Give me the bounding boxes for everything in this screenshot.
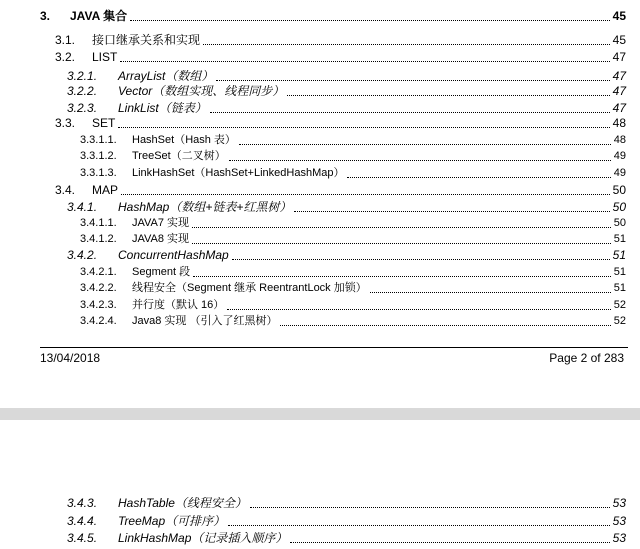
- toc-entry-page: 51: [613, 282, 626, 294]
- toc-entry-page: 51: [613, 233, 626, 245]
- toc-entry-title: ArrayList（数组）: [118, 69, 214, 83]
- page-separator: [0, 408, 640, 420]
- toc-entry-number: 3.1.: [55, 33, 76, 47]
- toc-entry-number: 3.2.1.: [67, 69, 98, 83]
- toc-entry-number: 3.4.3.: [67, 496, 98, 510]
- toc-entry-number: 3.3.1.1.: [80, 134, 117, 146]
- toc-entry-number: 3.2.: [55, 50, 76, 64]
- toc-entry[interactable]: [0, 529, 640, 547]
- toc-entry[interactable]: [0, 82, 640, 100]
- toc-leader-dots: [227, 296, 611, 310]
- toc-entry-title: TreeMap（可排序）: [118, 514, 226, 528]
- toc-entry-number: 3.4.1.: [67, 200, 98, 214]
- toc-leader-dots: [347, 164, 611, 178]
- toc-entry-number: 3.4.1.2.: [80, 233, 117, 245]
- toc-entry[interactable]: [0, 279, 640, 297]
- toc-entry-page: 53: [612, 496, 626, 510]
- footer-page-number: Page 2 of 283: [549, 351, 624, 365]
- toc-entry-number: 3.4.: [55, 183, 76, 197]
- toc-entry-title: 线程安全（Segment 继承 ReentrantLock 加锁）: [132, 282, 367, 294]
- toc-entry-page: 49: [613, 167, 626, 179]
- toc-leader-dots: [192, 230, 611, 244]
- toc-leader-dots: [120, 48, 610, 62]
- toc-entry-number: 3.2.3.: [67, 101, 98, 115]
- toc-entry-page: 45: [612, 33, 626, 47]
- toc-entry-number: 3.4.1.1.: [80, 217, 117, 229]
- toc-entry-page: 48: [612, 116, 626, 130]
- toc-entry[interactable]: [0, 512, 640, 530]
- toc-entry-title: 接口继承关系和实现: [92, 33, 201, 47]
- toc-entry-title: Java8 实现 （引入了红黑树）: [132, 315, 278, 327]
- toc-entry-title: LinkList（链表）: [118, 101, 207, 115]
- toc-entry-title: LinkHashSet（HashSet+LinkedHashMap）: [132, 167, 345, 179]
- toc-entry-page: 48: [613, 134, 626, 146]
- toc-leader-dots: [229, 147, 611, 161]
- toc-entry-title: HashMap（数组+链表+红黑树）: [118, 200, 292, 214]
- toc-leader-dots: [232, 246, 610, 260]
- toc-entry-title: Segment 段: [132, 266, 191, 278]
- toc-entry[interactable]: [0, 48, 640, 66]
- toc-leader-dots: [370, 279, 611, 293]
- toc-entry-page: 49: [613, 150, 626, 162]
- toc-leader-dots: [118, 114, 610, 128]
- toc-leader-dots: [294, 198, 610, 212]
- toc-entry[interactable]: [0, 114, 640, 132]
- toc-entry-number: 3.4.2.2.: [80, 282, 117, 294]
- toc-leader-dots: [192, 214, 611, 228]
- toc-leader-dots: [290, 529, 610, 543]
- toc-entry-page: 53: [612, 531, 626, 545]
- toc-entry-title: JAVA 集合: [70, 9, 128, 23]
- toc-entry-page: 47: [612, 69, 626, 83]
- toc-entry[interactable]: [0, 181, 640, 199]
- toc-entry-number: 3.4.5.: [67, 531, 98, 545]
- toc-entry-number: 3.4.2.1.: [80, 266, 117, 278]
- toc-entry-number: 3.4.2.: [67, 248, 98, 262]
- toc-entry[interactable]: [0, 494, 640, 512]
- footer-date: 13/04/2018: [40, 351, 101, 365]
- toc-entry-page: 52: [613, 299, 626, 311]
- toc-leader-dots: [130, 7, 610, 21]
- toc-leader-dots: [216, 67, 610, 81]
- document-page-2: [0, 420, 640, 549]
- toc-leader-dots: [121, 181, 610, 195]
- toc-entry-number: 3.4.2.3.: [80, 299, 117, 311]
- toc-entry[interactable]: [0, 147, 640, 165]
- toc-entry-number: 3.2.2.: [67, 84, 98, 98]
- toc-entry-number: 3.4.2.4.: [80, 315, 117, 327]
- toc-entry-page: 47: [612, 50, 626, 64]
- toc-entry-page: 47: [612, 84, 626, 98]
- toc-leader-dots: [250, 494, 610, 508]
- toc-entry-title: Vector（数组实现、线程同步）: [118, 84, 285, 98]
- toc-entry-page: 47: [612, 101, 626, 115]
- toc-entry-number: 3.3.1.3.: [80, 167, 117, 179]
- toc-entry-title: HashSet（Hash 表）: [132, 134, 236, 146]
- toc-entry-page: 52: [613, 315, 626, 327]
- toc-entry-title: HashTable（线程安全）: [118, 496, 247, 510]
- toc-entry-page: 50: [613, 217, 626, 229]
- toc-entry[interactable]: [0, 312, 640, 330]
- toc-entry[interactable]: [0, 246, 640, 264]
- toc-entry-page: 50: [612, 183, 626, 197]
- toc-entry-title: JAVA7 实现: [132, 217, 190, 229]
- toc-entry-title: SET: [92, 116, 116, 130]
- toc-entry[interactable]: [0, 7, 640, 25]
- toc-entry[interactable]: [0, 164, 640, 182]
- toc-entry-page: 51: [613, 266, 626, 278]
- toc-entry-title: LIST: [92, 50, 118, 64]
- footer-divider: [40, 347, 628, 348]
- toc-entry-number: 3.3.: [55, 116, 76, 130]
- toc-entry-page: 53: [612, 514, 626, 528]
- toc-leader-dots: [287, 82, 610, 96]
- toc-leader-dots: [193, 263, 611, 277]
- toc-entry-page: 50: [612, 200, 626, 214]
- toc-entry-page: 51: [612, 248, 626, 262]
- toc-entry-title: TreeSet（二叉树）: [132, 150, 226, 162]
- toc-leader-dots: [280, 312, 611, 326]
- toc-entry-title: LinkHashMap（记录插入顺序）: [118, 531, 288, 545]
- toc-entry[interactable]: [0, 31, 640, 49]
- toc-leader-dots: [228, 512, 610, 526]
- toc-leader-dots: [239, 131, 611, 145]
- toc-entry-title: JAVA8 实现: [132, 233, 190, 245]
- toc-entry-title: ConcurrentHashMap: [118, 248, 229, 262]
- toc-entry-number: 3.4.4.: [67, 514, 98, 528]
- toc-leader-dots: [203, 31, 610, 45]
- toc-entry-title: MAP: [92, 183, 119, 197]
- toc-leader-dots: [210, 99, 610, 113]
- toc-entry-number: 3.3.1.2.: [80, 150, 117, 162]
- toc-entry-page: 45: [612, 9, 626, 23]
- toc-entry-title: 并行度（默认 16）: [132, 299, 225, 311]
- toc-entry-number: 3.: [40, 9, 51, 23]
